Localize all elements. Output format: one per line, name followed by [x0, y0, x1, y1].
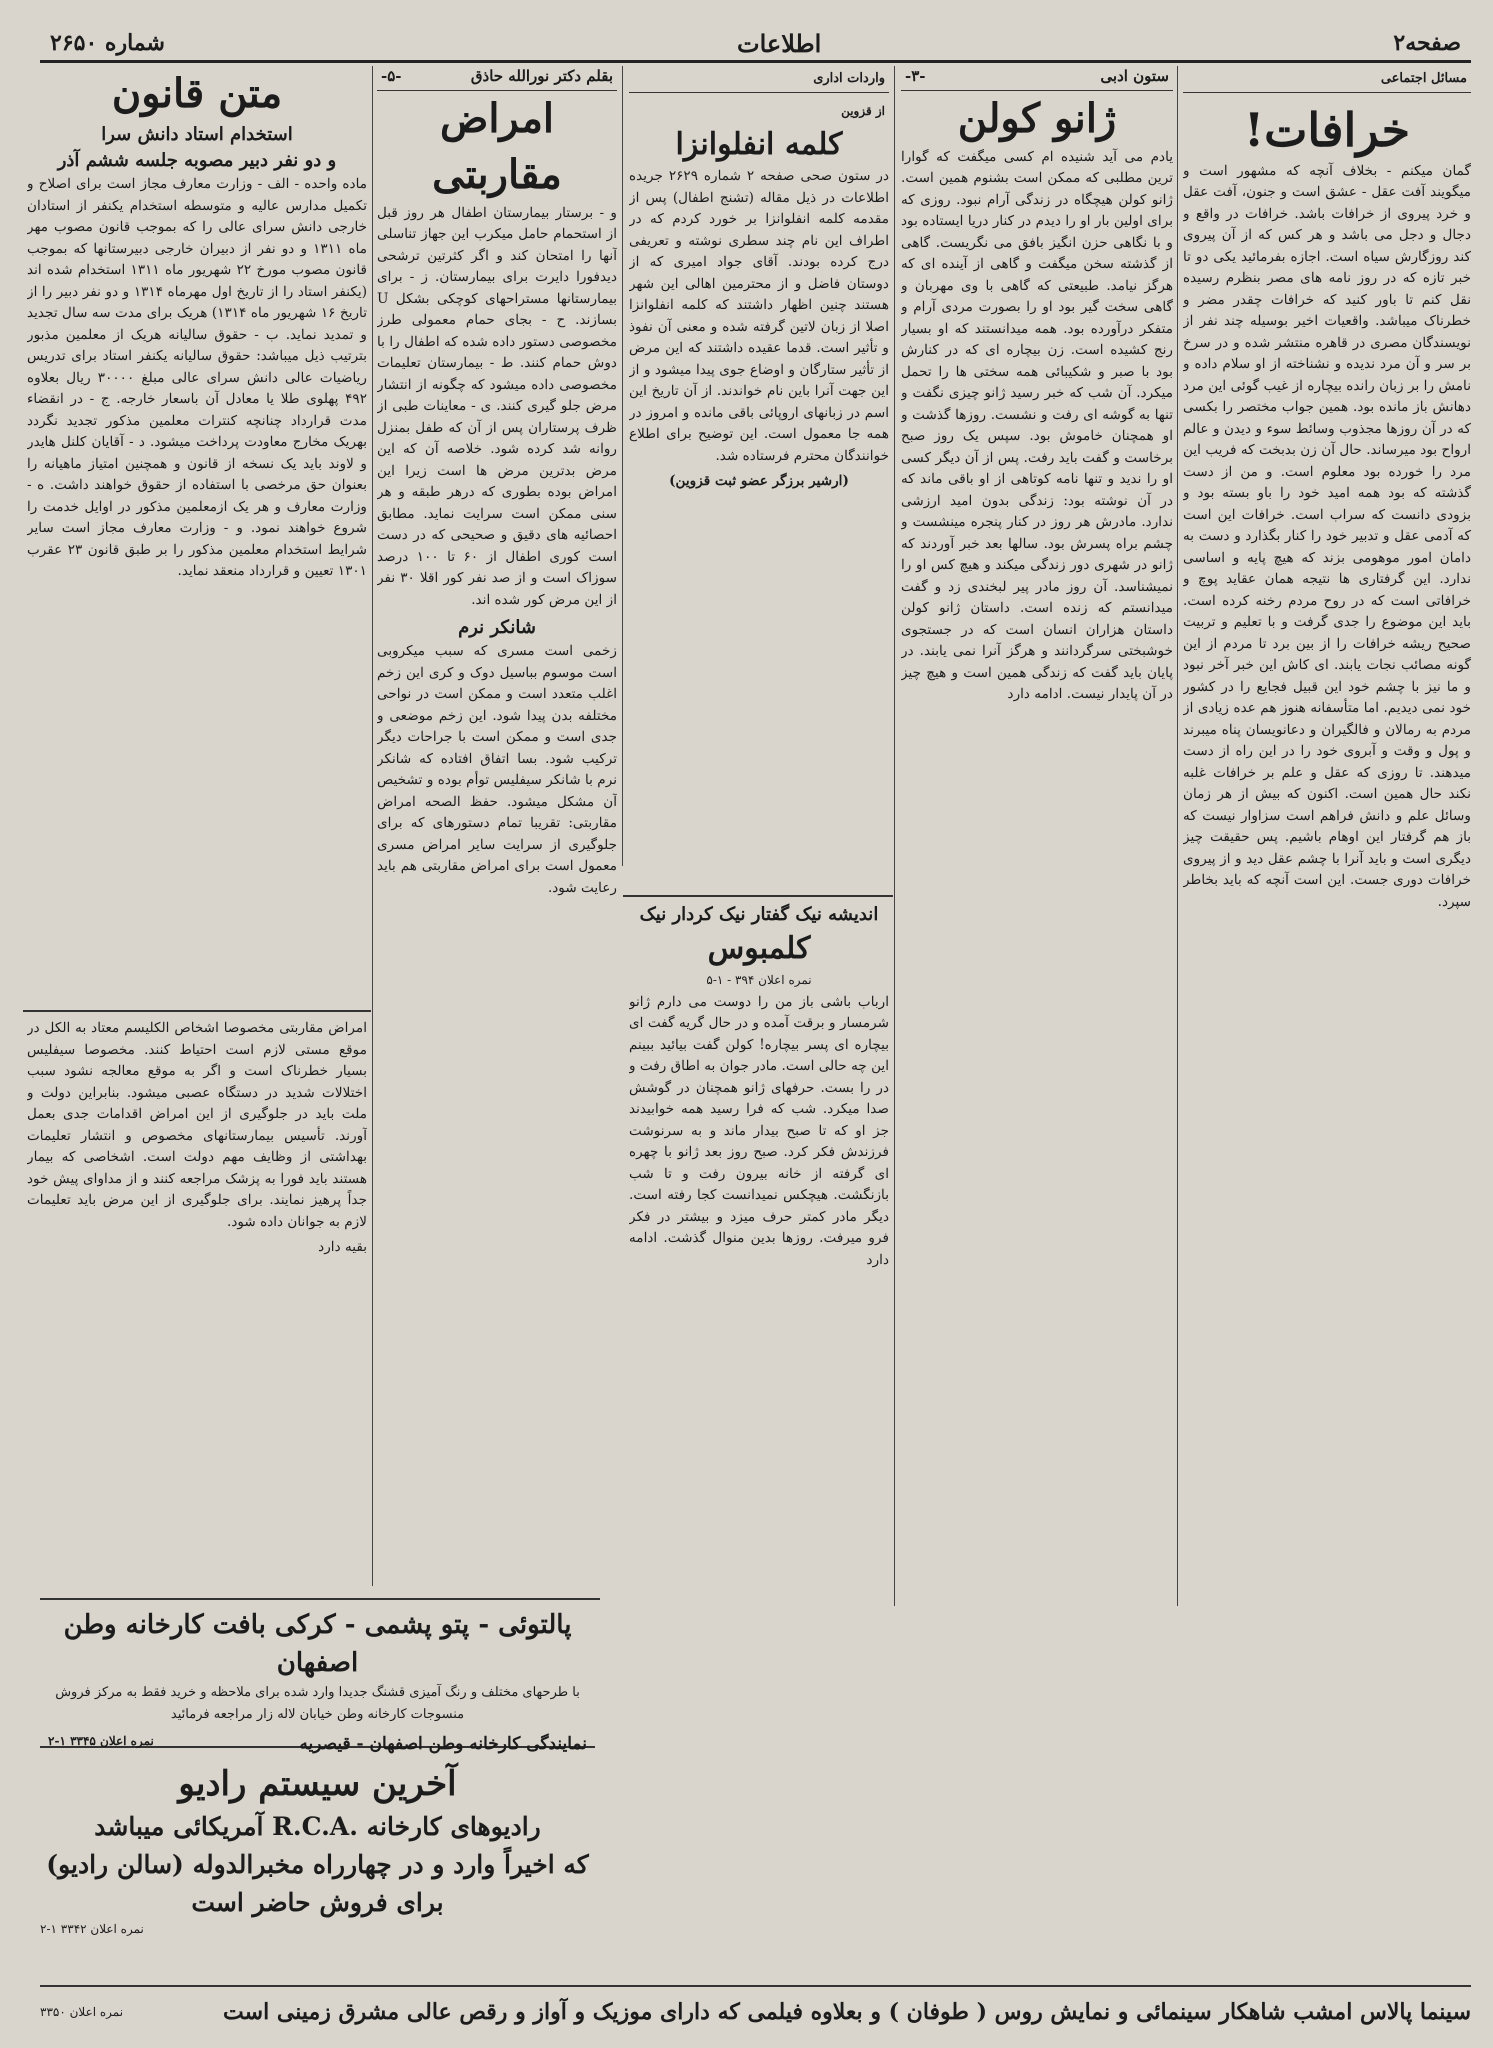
issue-number: شماره ۲۶۵۰ [50, 30, 165, 56]
ad-number: نمره اعلان ۳۳۵۰ [40, 2005, 124, 2019]
ad-text: سینما پالاس امشب شاهکار سینمائی و نمایش روس ( طوفان ) و بعلاوه فیلمی که دارای موزیک و آواز و رقص عالی مشرق زمینی است [223, 1999, 1471, 2025]
ad-body: با طرحهای مختلف و رنگ آمیزی قشنگ جدیدا وارد شده برای ملاحظه و خرید فقط به مرکز فروش منسوجات کارخانه وطن خیابان لاله زار مراجعه فرمائید [55, 1685, 580, 1722]
article-venereal-note [27, 1018, 367, 1598]
article-title: متن قانون [111, 70, 283, 117]
article-title: ژانو کولن [957, 94, 1117, 142]
article-superstitions [1183, 66, 1471, 1606]
ad-radio [40, 1760, 595, 1950]
ad-line: رادیوهای کارخانه .R.C.A آمریکائی میباشد [94, 1812, 541, 1841]
box-rule [623, 895, 893, 897]
author: بقلم دکتر نورالله حاذق [470, 67, 613, 85]
signature: (ارشیر برزگر عضو ثبت قزوین) [669, 473, 849, 489]
article-title: امراض مقاربتی [432, 94, 562, 198]
section-header [901, 66, 1173, 91]
page-header [40, 26, 1471, 63]
ad-title: آخرین سیستم رادیو [178, 1764, 457, 1804]
serial-body: ارباب باشی باز من را دوست می دارم ژانو شرمسار و برقت آمده و در حال گریه گفت ای بیچاره ای پسر بیچاره! کولن گفت بیائید ببینم این چه حالی است. مادر جوان به اطاق رفت و در را بست. حرفهای ژانو همچنان در گوشش صدا میکرد. شب که فرا رسید همه خوابیدند جز او که تا صبح بیدار ماند و به سرنوشت فرزندش فکر کرد. صبح روز بعد ژانو با چهره ای گرفته از خانه بیرون رفت و تا شب بازنگشت. هیچکس نمیدانست کجا رفته است. دیگر مادر کمتر حرف میزد و بیشتر در فکر فرو میرفت. روزها بدین منوال گذشت. ادامه دارد [629, 993, 889, 1268]
section-label: واردات اداری [629, 66, 889, 93]
column-rule [894, 66, 895, 1606]
section-label: ستون ادبی [1100, 67, 1169, 85]
part-number: -۵- [381, 67, 402, 85]
page-number: صفحه۲ [1393, 30, 1461, 56]
article-body: یادم می آید شنیده ام کسی میگفت که گوارا ترین مطلبی که ممکن است بشنوم همین است. ژانو کولن هیچگاه در زندگی آرام نبود. روزی که برای اولین بار او را دیدم در کنار دریا ایستاده بود و با نگاهی حزن انگیز بافق می نگریست. گاهی از گذشته سخن میگفت و گاهی از آینده ای که هرگز نیامد. طبیعتی که گاهی با وی مهربان و گاهی سخت گیر بود او را بصورت مردی آرام و متفکر درآورده بود. همه میدانستند که او بسیار رنج کشیده است. زن بیچاره ای که در کنارش بود با صبر و شکیبائی همه سختی ها را تحمل میکرد. آن شب که خبر رسید ژانو چیزی نگفت و تنها به گوشه ای رفت و نشست. روزها گذشت و او همچنان خاموش بود. سپس یک روز صبح برخاست و گفت باید رفت. پس از آن دیگر کسی او را ندید و تنها نامه کوتاهی از او باقی ماند که در آن نوشته بود: زندگی بدون امید ارزشی ندارد. مادرش هر روز در کنار پنجره مینشست و چشم براه پسرش بود. سالها بعد خبر آوردند که ژانو در شهری دور زندگی میکند و هیچ کس او را نمیشناسد. آن روز مادر پیر لبخندی زد و گفت میدانستم که زنده است. داستان ژانو کولن داستان هزاران انسان است که در جستجوی خوشبختی سرگردانند و هرگز آنرا نمی یابند. در پایان باید گفت که زندگی همین است و هیچ چیز در آن پایدار نیست. ادامه دارد [901, 148, 1173, 702]
ad-number: نمره اعلان ۳۳۴۲ ۱-۲ [40, 1922, 144, 1936]
article-byline [377, 66, 617, 91]
article-janou-colin [901, 66, 1173, 1606]
section-rule [23, 1010, 371, 1012]
column-rule [372, 66, 373, 1586]
article-body: گمان میکنم - بخلاف آنچه که مشهور است و میگویند آفت عقل - عشق است و جنون، آفت عقل و خرد پیروی از خرافات باشد. خرافات در واقع و دجال و دجل می باشد و هر کس که از آن پیروی کند روزگارش سیاه است. اجازه بفرمائید یکی دو تا خبر تازه که در روز نامه های مصر بنظرم رسیده نقل کنم تا باور کنید که خرافات چقدر مضر و خطرناک میباشد. واقعیات اخیر بوسیله چند نفر از نویسندگان مصری در قاهره منتشر شده و در سرخ بر سر و آن مرد ندیده و نشناخته از او سلام داده و نامش را بر زبان رانده بیچاره از غیب گوئی این مرد دهانش باز مانده بود. همین جواب مختصر را بکسی که در آن روزها مجذوب وسائط سوء و دیدن و عالم ارواح بود میرساند. حال آن زن بدبخت که فریب این مرد را خورده بود معلوم است. و من از دست گذشته که بود همه امید خود را باو بسته بود و بزودی دانست که سراب است. خرافات این است که آدمی عقل و تدبیر خود را کنار بگذارد و دست به دامان امور موهومی بزند که هیچ پایه و اساسی ندارد. این گرفتاری ها نتیجه همان عقاید پوچ و خرافاتی است که در روح مردم رخنه کرده است. باید این موضوع را جدی گرفت و با تعلیم و تربیت صحیح ریشه خرافات را از بین برد تا مردم از این گونه مصائب نجات یابند. ای کاش این خبر آخر نبود و ما نیز با چشم خود این قبیل فجایع را در کشور خود نمی دیدیم. اما متأسفانه هنوز هم عده زیادی از مردم به رمالان و فالگیران و دعانویسان پناه میبرند و پول و وقت و آبروی خود را در این راه از دست میدهند. تا روزی که عقل و علم بر خرافات غلبه نکند حال همین است. اکنون که بیش از هر زمان وسائل علم و دانش فراهم است سزاوار نیست که باز هم گرفتار این اوهام باشیم. پس حقیقت چیز دیگری است و باید آنرا با چشم عقل دید و از پیروی خرافات دوری جست. این است آنچه که باید بخاطر سپرد. [1183, 162, 1471, 910]
ad-isfahan-factory [40, 1606, 595, 1754]
ad-rule [40, 1598, 600, 1600]
article-body: ماده واحده - الف - وزارت معارف مجاز است برای اصلاح و تکمیل مدارس عالیه و متوسطه استخدام یکنفر از استادان خارجی دانش سرای عالی را که بموجب قانون مصوب مهر ماه ۱۳۱۱ و دو نفر از دبیران خارجی دبیرستانها که بموجب قانون مصوب مورخ ۲۲ شهریور ماه ۱۳۱۱ استخدام شده اند (یکنفر استاد را از تاریخ اول مهرماه ۱۳۱۴ و دو نفر دبیر را از تاریخ ۱۶ شهریور ماه ۱۳۱۴) هریک برای مدت سه سال تجدید و تمدید نماید. ب - حقوق سالیانه هریک از معلمین مذبور بترتیب ذیل میباشد: حقوق سالیانه یکنفر استاد برای تدریس ریاضیات عالی دانش سرای عالی مبلغ ۳۰۰۰۰ ریال بعلاوه ۴۹۲ پهلوی طلا یا معادل آن باسعار خارجه. ج - در انقضاء مدت قرارداد چنانچه کنترات معلمین مذکور تجدید نگردد بهریک مخارج معاودت پرداخت میشود. د - آقایان کلنل هایدر و لاوند باید یک نسخه از قانون و همچنین امتیاز ماهیانه را بعنوان حق مرخصی با استفاده از حقوق خواهند داشت. ه - وزارت معارف و هر یک ازمعلمین مذکور در اوایل خدمت را شروع خواهند نمود. و - وزارت معارف مجاز است سایر شرایط استخدام معلمین مذکور را بر طبق قانون ۲۳ عقرب ۱۳۰۱ تعیین و قرارداد منعقد نماید. [27, 176, 367, 579]
article-title: خرافات! [1243, 102, 1411, 157]
ad-number: نمره اعلان ۳۳۴۵ ۱-۲ [48, 1734, 154, 1748]
section-label: مسائل اجتماعی [1183, 66, 1471, 93]
footer-rule [40, 1985, 1471, 1987]
ad-footer [40, 1726, 595, 1754]
article-body-2: زخمی است مسری که سبب میکروبی است موسوم بباسیل دوک و کری این زخم اغلب متعدد است و ممکن است در نواحی مختلفه بدن پیدا شود. این زخم موضعی و جدی است و ممکن است با جراحات دیگر ترکیب شود. بسا اتفاق افتاده که شانکر نرم با شانکر سیفلیس توأم بوده و تشخیص آن مشکل میشود. حفظ الصحه امراض مقاربتی: تقریبا تمام دستورهای که برای جلوگیری از سرایت سایر امراض مسری معمول است برای امراض مقاربتی هم باید رعایت شود. [377, 643, 617, 896]
article-subtitle: استخدام استاد دانش سرا [101, 124, 293, 145]
part-number: -۳- [905, 67, 926, 85]
note-body: امراض مقاربتی مخصوصا اشخاص الکلیسم معتاد به الکل در موقع مستی لازم است احتیاط کنند. مخصوصا سیفلیس بسیار خطرناک است و اگر به موقع معالجه نشود سبب اختلالات شدید در دستگاه عصبی میشود. بنابراین دولت و ملت باید در جلوگیری از این امراض اقدامات جدی بعمل آورند. تأسیس بیمارستانهای مخصوص و انتشار تعلیمات بهداشتی از وظایف مهم دولت است. اشخاصی که بیمار هستند باید فورا به پزشک مراجعه کنند و از مداوای پیش خود جداً پرهیز نمایند. برای جلوگیری از این مرض باید تعلیمات لازم به جوانان داده شود. [27, 1020, 367, 1230]
serial-colombus [629, 902, 889, 1602]
article-subtitle-2: و دو نفر دبیر مصوبه جلسه ششم آذر [57, 150, 337, 171]
ad-title: پالتوئی - پتو پشمی - کرکی بافت کارخانه وطن اصفهان [63, 1610, 572, 1678]
continued-note: بقیه دارد [318, 1239, 367, 1255]
ad-cinema-palace [40, 1992, 1471, 2032]
ad-agent: نمایندگی کارخانه وطن اصفهان - قیصریه [299, 1734, 587, 1754]
column-rule [622, 66, 623, 866]
serial-title: کلمبوس [707, 931, 811, 966]
ad-line: برای فروش حاضر است [191, 1888, 444, 1917]
ad-line: که اخیراً وارد و در چهارراه مخبرالدوله (سالن رادیو) [46, 1850, 589, 1879]
dateline: از قزوین [841, 103, 885, 118]
article-influenza [629, 66, 889, 866]
article-body: در ستون صحی صفحه ۲ شماره ۲۶۲۹ جریده اطلاعات در ذیل مقاله (تشنج اطفال) پس از مقدمه کلمه انفلوانزا بر خورد کردم که در اطراف این نام چند سطری نوشته و تعریفی درج کرده بودند. آقای جواد امیری که از دوستان فاضل و از محترمین اهالی این شهر هستند چنین اظهار داشتند که کلمه انفلوانزا اصلا از زبان لاتین گرفته شده و معنی آن نفوذ و تأثیر است. قدما عقیده داشتند که این مرض از تأثیر ستارگان و اوضاع جوی پیدا میشود و از این جهت آنرا باین نام خواندند. از آن تاریخ این اسم در زبانهای اروپائی باقی مانده و امروز در همه جا معمول است. این توضیح برای اطلاع خوانندگان محترم فرستاده شد. [629, 168, 889, 464]
article-title: کلمه انفلوانزا [675, 127, 843, 162]
article-venereal-diseases [377, 66, 617, 1586]
ad-number: نمره اعلان ۳۹۴ - ۱-۵ [706, 973, 812, 987]
newspaper-name: اطلاعات [736, 28, 822, 58]
article-body: و - برستار بیمارستان اطفال هر روز قبل از استحمام حامل میکرب این جهاز تناسلی آنها را امتحان کند و اگر کثرتین ترشحی دیدفورا دایرت برای بیمارستان. ز - برای بیمارستانها مستراحهای کوچکی بشکل U بسازند. ح - بجای حمام معمولی طرز مخصوصی دستور داده شده که اطفال را با دوش حمام کنند. ط - بیمارستان تعلیمات مخصوصی داده میشود که چگونه از انتشار مرض جلو گیری کنند. ی - معاینات طبی از ظرف پرستاران پس از آن که طفل بمنزل روانه شد کرده شود. خلاصه آن که این مرض بدترین مرض ها است زیرا این امراض بوده بطوری که درهر طبقه و هر سنی ممکن است سرایت نماید. مطابق احصائیه های دقیق و صحیحی که در دست است کوری اطفال از ۶۰ تا ۱۰۰ درصد سوزاک است و از صد نفر کور اقلا ۳۰ نفر از این مرض کور شده اند. [377, 204, 617, 608]
column-rule [1177, 66, 1178, 1606]
serial-motto: اندیشه نیک گفتار نیک کردار نیک [639, 904, 879, 925]
subheading: شانکر نرم [458, 617, 536, 638]
article-law-text [27, 66, 367, 1006]
